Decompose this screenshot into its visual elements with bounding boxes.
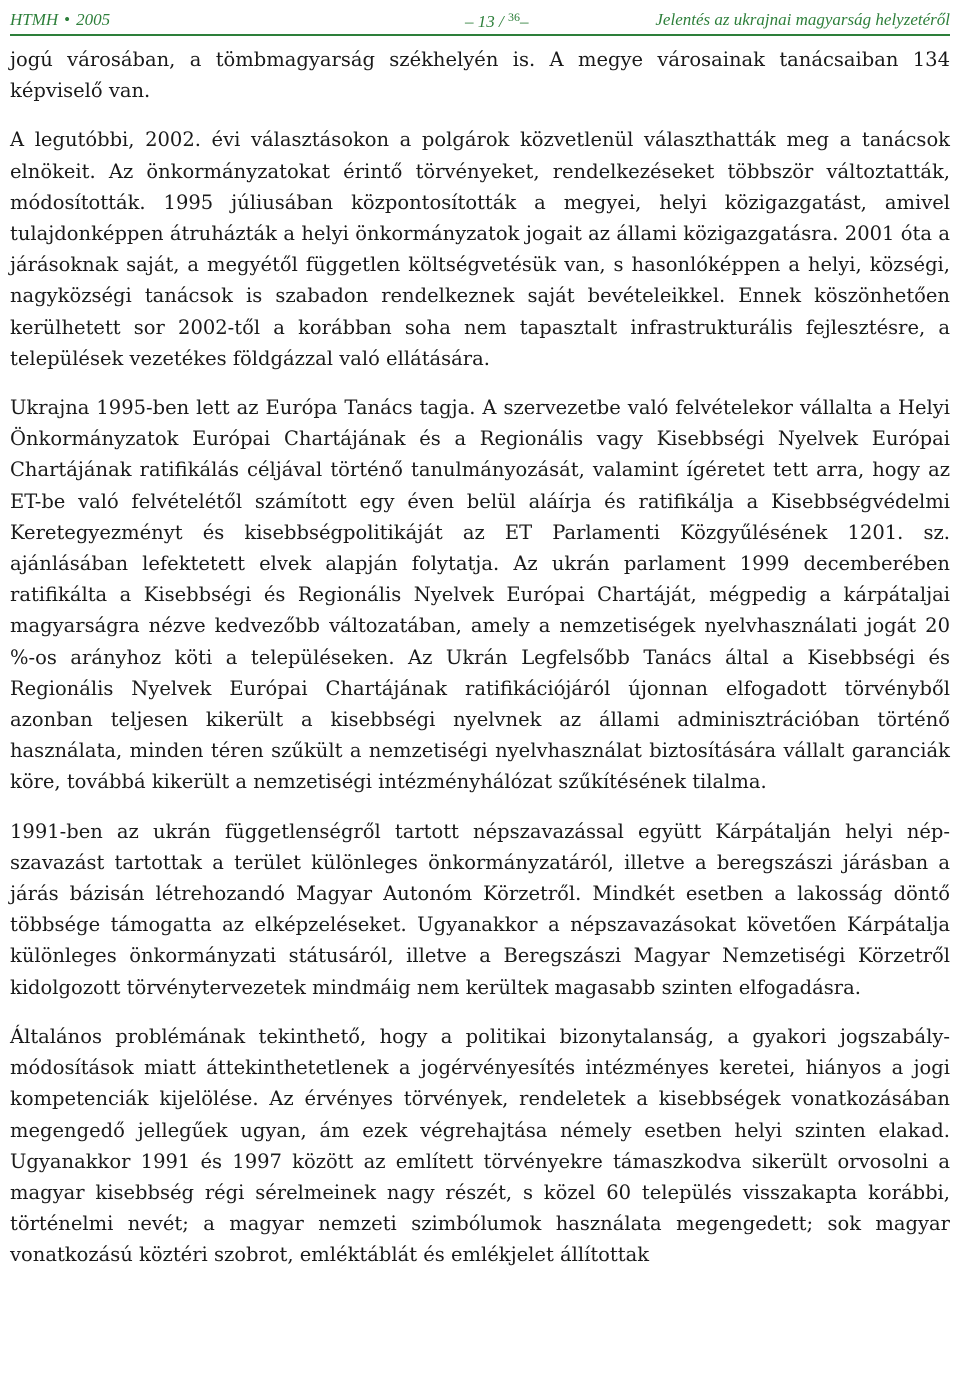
header-rule [10, 34, 950, 36]
journal-name: HTMH [10, 10, 59, 29]
page-current: – 13 / [465, 12, 504, 31]
paragraph: Általános problémának tekinthető, hogy a politikai bizonytalanság, a gyakori jogszabály-módosítások miatt áttekinthetetlenek a jogérvényesítés intézményes keretei, hiányos a jogi kompetenciák kijelölése. Az érvényes törvények, rendeletek a kisebbségek vonatkozásában megengedő jellegűek ugyan, ám ezek végrehajtása némely esetben helyi szinten elakad. Ugyanakkor 1991 és 1997 között az említett törvényekre támaszkodva sikerült orvosolni a magyar kisebbség régi sérelmeinek nagy részét, s közel 60 település visszakapta korábbi, történelmi nevét; a magyar nemzeti szimbólumok használata megengedett; sok magyar vonatkozású köztéri szobrot, emléktáblát és emlékjelet állítottak [10, 1024, 950, 1267]
paragraph: A legutóbbi, 2002. évi választásokon a polgárok közvetlenül választhatták meg a tanácsok elnökeit. Az önkormányzatokat érintő törvényeket, rendelkezéseket többször változtatták, módosították. 1995 júliusában központosították a megyei, helyi közigazgatást, amivel tulajdonképpen átruházták a helyi önkormányzatok jogait az állami közigazgatásra. 2001 óta a járásoknak saját, a megyétől független költségvetésük van, s hasonlóképpen a helyi, községi, nagyközségi tanácsok is szabadon rendelkeznek saját bevételeikkel. Ennek köszönhetően kerülhetett sor 2002-től a korábban soha nem tapasztalt infrastrukturális fejlesztésre, a települések vezetékes földgázzal való ellátására. [10, 128, 950, 370]
paragraph: Ukrajna 1995-ben lett az Európa Tanács tagja. A szervezetbe való felvételekor vállalta a Helyi Önkormányzatok Európai Chartájának és a Regionális vagy Kisebbségi Nyelvek Európai Chartájának ratifikálás céljával történő tanulmányozását, valamint ígéretet tett arra, hogy az ET-be való felvételétől számított egy éven belül aláírja és ratifikálja a Kisebbségvédelmi Keretegyezményt és kisebbségpolitikáját az ET Parlamenti Közgyűlésének 1201. sz. ajánlásában lefektetett elvek alapján folytatja. Az ukrán parlament 1999 decemberében ratifikálta a Kisebbségi és Regionális Nyelvek Európai Chartáját, mégpedig a kárpátaljai magyarságra nézve kedvezőbb változatában, amely a nemzetiségek nyelvhasználati jogát 20 %-os arányhoz köti a településeken. Az Ukrán Legfelsőbb Tanács által a Kisebbségi és Regionális Nyelvek Európai Chartájának ratifikációjáról újonnan elfogadott törvényből azonban teljesen kikerült a kisebbségi nyelvnek az állami adminisztrációban történő használata, minden téren szűkült a nemzetiségi nyelvhasználat biztosítására vállalt garanciák köre, továbbá kikerült a nemzetiségi intézményhálózat szűkítésének tilalma. [10, 396, 950, 794]
paragraph: 1991-ben az ukrán függetlenségről tartott népszavazással együtt Kárpátalján helyi népszavazást tartottak a terület különleges önkormányzatáról, illetve a beregszászi járásban a járás bázisán létrehozandó Magyar Autonóm Körzetről. Mindkét esetben a lakosság döntő többsége támogatta az elképzeléseket. Ugyanakkor a népszavazásokat követően Kárpátalja különleges önkormányzati státusáról, illetve a Beregszászi Magyar Nemzetiségi Körzetről kidolgozott törvénytervezetek mindmáig nem kerültek magasabb szinten elfogadásra. [10, 819, 950, 999]
page-header [10, 6, 950, 32]
page-end: – [519, 12, 529, 31]
page-number [465, 10, 528, 32]
journal-year: 2005 [76, 10, 111, 29]
journal-label [10, 10, 110, 30]
page-total: 36 [507, 10, 520, 24]
document-body [10, 44, 950, 1289]
paragraph: jogú városában, a tömbmagyarság székhelyén is. A megye városainak tanácsaiban 134 képviselő van. [10, 48, 950, 103]
report-title: Jelentés az ukrajnai magyarság helyzetéről [655, 10, 950, 29]
bullet-icon: • [64, 10, 71, 29]
